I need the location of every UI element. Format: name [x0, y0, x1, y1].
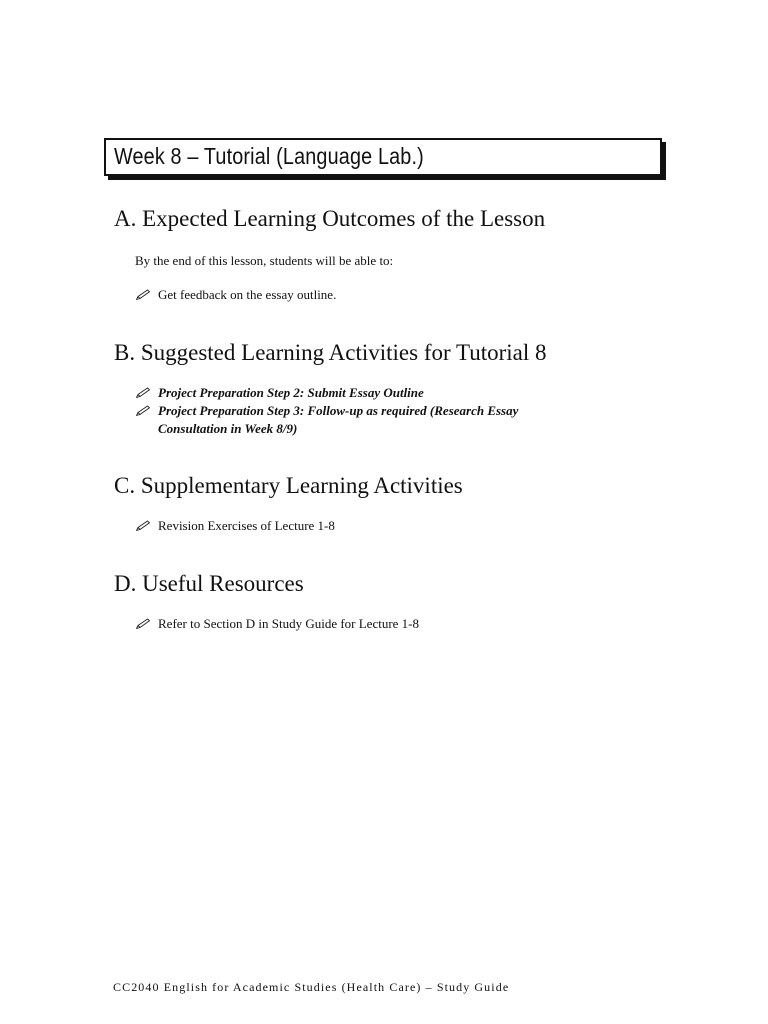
list-item	[135, 402, 518, 438]
pencil-icon	[135, 286, 158, 304]
pencil-icon	[135, 615, 158, 633]
list-item	[135, 286, 336, 304]
section-heading-b: B. Suggested Learning Activities for Tutorial 8	[114, 340, 547, 365]
bullet-text: Get feedback on the essay outline.	[158, 287, 337, 302]
page-title: Week 8 – Tutorial (Language Lab.)	[114, 143, 424, 169]
list-item	[135, 517, 335, 535]
section-heading-a: A. Expected Learning Outcomes of the Lesson	[114, 206, 546, 231]
pencil-icon	[135, 517, 158, 535]
bullet-text: Project Preparation Step 3: Follow-up as required (Research Essay	[158, 403, 519, 418]
bullet-text-continued: Consultation in Week 8/9)	[158, 421, 298, 436]
pencil-icon	[135, 402, 158, 420]
section-heading-c: C. Supplementary Learning Activities	[114, 473, 463, 498]
section-heading-d: D. Useful Resources	[114, 571, 304, 596]
page-footer: CC2040 English for Academic Studies (Health Care) – Study Guide	[113, 980, 510, 994]
section-a-intro: By the end of this lesson, students will be able to:	[135, 253, 394, 268]
list-item	[135, 384, 424, 402]
list-item	[135, 615, 419, 633]
bullet-text: Project Preparation Step 2: Submit Essay Outline	[158, 385, 424, 400]
bullet-text: Revision Exercises of Lecture 1-8	[158, 518, 335, 533]
pencil-icon	[135, 384, 158, 402]
bullet-text: Refer to Section D in Study Guide for Lecture 1-8	[158, 616, 420, 631]
title-box	[104, 138, 662, 176]
